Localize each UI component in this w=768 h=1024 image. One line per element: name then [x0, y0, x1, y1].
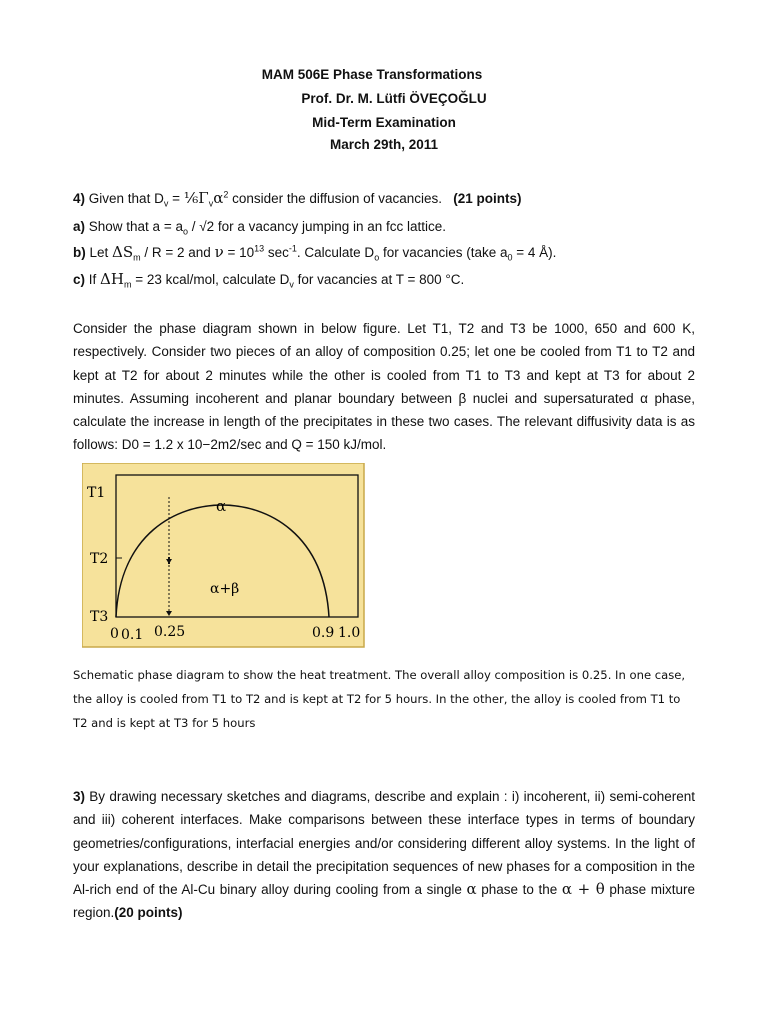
- question-number: 3): [73, 789, 86, 804]
- exam-title: Mid-Term Examination: [312, 115, 456, 130]
- text: for vacancies at T = 800 °C.: [293, 272, 465, 287]
- part-label: a): [73, 219, 86, 234]
- text: for vacancies (take a: [379, 245, 508, 260]
- delta-h: ΔH: [100, 270, 124, 288]
- question-4b: [73, 243, 556, 263]
- tick-0: 0: [110, 626, 119, 642]
- text: = 23 kcal/mol, calculate D: [131, 272, 290, 287]
- subscript: m: [123, 279, 132, 290]
- points: (20 points): [114, 905, 183, 921]
- text: Let: [85, 245, 113, 260]
- tick-1-0: 1.0: [338, 625, 361, 641]
- question-number: 4): [73, 191, 86, 206]
- equals: =: [168, 191, 184, 206]
- tick-0-9: 0.9: [312, 625, 335, 641]
- fraction: ⅙: [183, 189, 199, 207]
- subscript: m: [133, 252, 141, 263]
- given-post: consider the diffusion of vacancies.: [228, 191, 442, 206]
- subscript: v: [208, 198, 214, 209]
- subscript: o: [182, 226, 188, 237]
- delta-s: ΔS: [112, 243, 134, 261]
- superscript: 13: [254, 243, 265, 254]
- text: Show that a = a: [85, 219, 183, 234]
- text: / R = 2 and: [140, 245, 215, 260]
- label-alpha-beta: α+β: [210, 581, 240, 597]
- text: . Calculate D: [296, 245, 375, 260]
- question-4-intro: [73, 189, 522, 209]
- part-label: b): [73, 245, 86, 260]
- figure-background: [82, 463, 364, 647]
- gamma-symbol: Γ: [198, 189, 209, 207]
- label-t1: T1: [87, 485, 106, 501]
- text: / √2 for a vacancy jumping in an fcc lattice.: [187, 219, 447, 234]
- phase-diagram-svg: [82, 463, 372, 648]
- tick-0-1: 0.1: [121, 627, 144, 643]
- phase-diagram-figure: [82, 463, 372, 648]
- alpha-symbol: α: [213, 189, 224, 207]
- question-3: [73, 785, 695, 925]
- question-4a: [73, 219, 446, 237]
- question-4c: [73, 270, 464, 290]
- question-text: phase to the: [476, 882, 562, 898]
- alpha-theta-symbol: α + θ: [561, 880, 605, 899]
- tick-0-25: 0.25: [154, 624, 186, 640]
- question-text: phase mixture region.: [73, 882, 696, 921]
- professor-name: Prof. Dr. M. Lütfi ÖVEÇOĞLU: [301, 91, 487, 106]
- given-text: Given that D: [88, 191, 164, 206]
- subscript: 0: [507, 252, 513, 263]
- text: = 4 Å).: [512, 245, 557, 260]
- exam-date: March 29th, 2011: [329, 137, 439, 152]
- subscript: v: [163, 198, 169, 209]
- text: If: [85, 272, 101, 287]
- label-t2: T2: [90, 551, 109, 567]
- superscript: 2: [223, 189, 229, 200]
- nu-symbol: ν: [214, 243, 224, 261]
- subscript: o: [374, 252, 380, 263]
- alpha-symbol: α: [466, 880, 477, 899]
- phase-diagram-problem: Consider the phase diagram shown in below figure. Let T1, T2 and T3 be 1000, 650 and 600 K, respectively. Consider two pieces of an alloy of composition 0.25; let one be cooled from T1 to T2 and kept at T2 for about 2 minutes while the other is cooled from T1 to T3 and kept at T3 for about 2 minutes. Assuming incoherent and planar boundary between β nuclei and supersaturated α phase, calculate the increase in length of the precipitates in these two cases. The relevant diffusivity data is as follows: D0 = 1.2 x 10−2m2/sec and Q = 150 kJ/mol.: [73, 321, 695, 453]
- part-label: c): [73, 272, 86, 287]
- points: (21 points): [453, 191, 522, 206]
- course-title: MAM 506E Phase Transformations: [261, 67, 483, 82]
- label-alpha: α: [216, 497, 227, 515]
- subscript: v: [289, 279, 294, 290]
- question-text: By drawing necessary sketches and diagrams, describe and explain : i) incoherent, ii) semi-coherent and iii) coherent interfaces. Make comparisons between these interface types in terms of boundary geometries/configurations, interfacial energies and/or considering different alloy systems. In the light of your explanations, describe in detail the precipitation sequences of new phases for a composition in the Al-rich end of the Al-Cu binary alloy during cooling from a single: [73, 789, 695, 898]
- superscript: -1: [288, 243, 297, 254]
- label-t3: T3: [90, 609, 109, 625]
- text: sec: [264, 245, 289, 260]
- figure-caption: Schematic phase diagram to show the heat treatment. The overall alloy composition is 0.25. In one case, the alloy is cooled from T1 to T2 and is kept at T2 for 5 hours. In the other, the alloy is cooled from T1 to T2 and is kept at T3 for 5 hours: [73, 668, 686, 730]
- text: = 10: [223, 245, 255, 260]
